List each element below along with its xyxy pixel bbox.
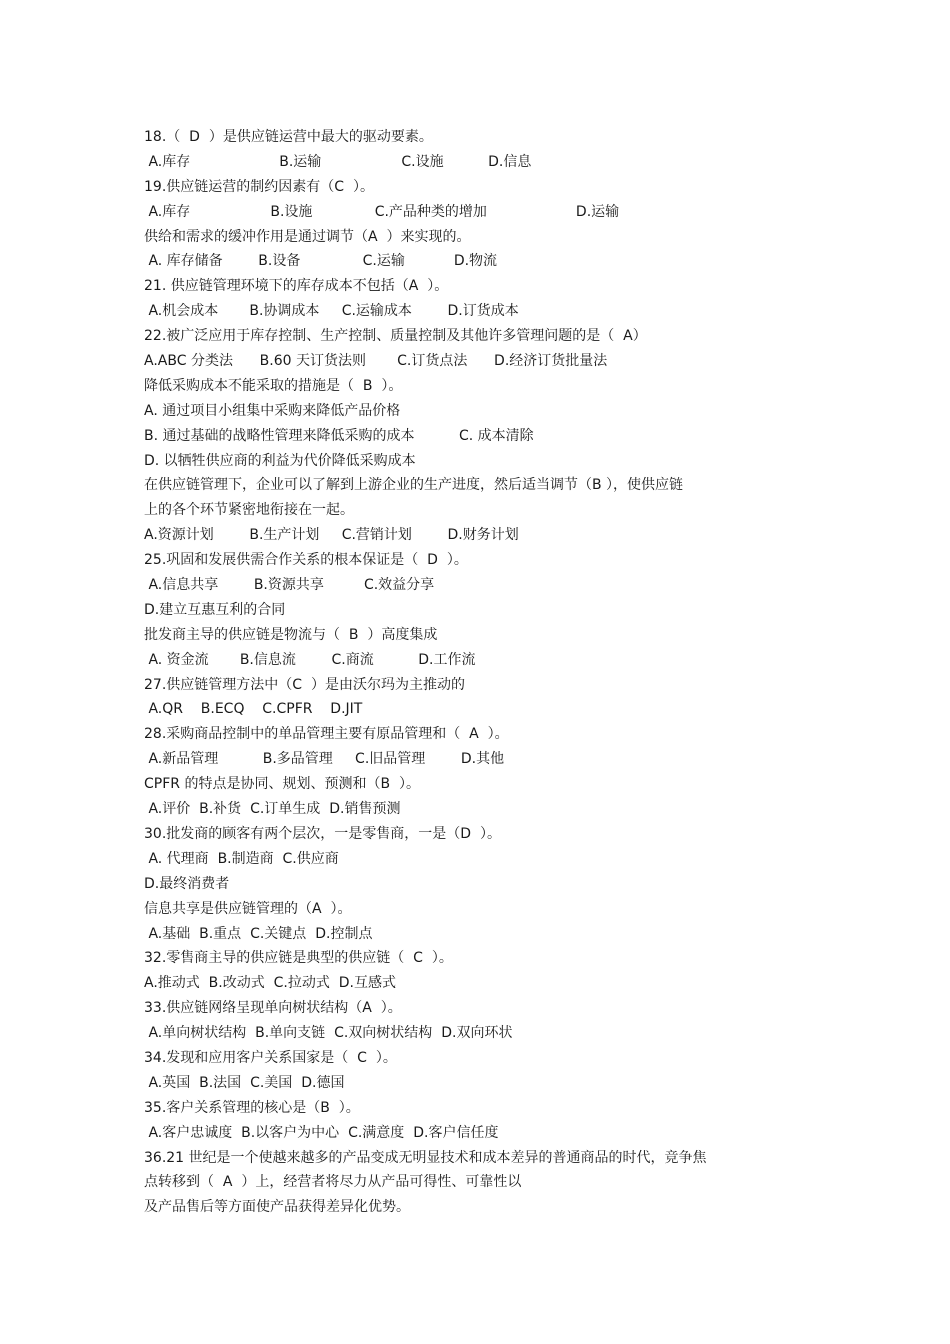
text-line: A.单向树状结构 B.单向支链 C.双向树状结构 D.双向环状 [144,1025,513,1042]
text-line: D.建立互惠互利的合同 [144,601,286,618]
text-line: 30.批发商的顾客有两个层次，一是零售商，一是（D ）。 [144,825,501,842]
text-line: 点转移到（ A ）上，经营者将尽力从产品可得性、可靠性以 [144,1174,522,1191]
text-line: A.新品管理 B.多品管理 C.旧品管理 D.其他 [144,751,505,768]
text-line: A.客户忠诚度 B.以客户为中心 C.满意度 D.客户信任度 [144,1124,499,1141]
text-line: A. 资金流 B.信息流 C.商流 D.工作流 [144,651,476,668]
text-line: CPFR 的特点是协同、规划、预测和（B ）。 [144,776,420,793]
text-line: A.基础 B.重点 C.关键点 D.控制点 [144,925,373,942]
text-line: 在供应链管理下，企业可以了解到上游企业的生产进度，然后适当调节（B ），使供应链 [144,477,684,494]
text-line: 供给和需求的缓冲作用是通过调节（A ）来实现的。 [144,228,471,245]
text-line: A.信息共享 B.资源共享 C.效益分享 [144,577,435,594]
text-line: D.最终消费者 [144,875,230,892]
text-line: 27.供应链管理方法中（C ）是由沃尔玛为主推动的 [144,676,465,693]
text-line: 及产品售后等方面使产品获得差异化优势。 [144,1199,410,1216]
text-line: 上的各个环节紧密地衔接在一起。 [144,502,354,519]
text-line: 34.发现和应用客户关系国家是（ C ）。 [144,1049,397,1066]
text-line: 33.供应链网络呈现单向树状结构（A ）。 [144,1000,402,1017]
text-line: A. 库存储备 B.设备 C.运输 D.物流 [144,253,498,270]
text-line: D. 以牺牲供应商的利益为代价降低采购成本 [144,452,416,469]
text-line: 降低采购成本不能采取的措施是（ B ）。 [144,377,403,394]
text-line: A.资源计划 B.生产计划 C.营销计划 D.财务计划 [144,527,519,544]
text-line: 信息共享是供应链管理的（A ）。 [144,900,352,917]
text-line: B. 通过基础的战略性管理来降低采购的成本 C. 成本清除 [144,427,534,444]
text-line: 21. 供应链管理环境下的库存成本不包括（A ）。 [144,278,449,295]
text-line: A. 代理商 B.制造商 C.供应商 [144,850,339,867]
text-line: 批发商主导的供应链是物流与（ B ）高度集成 [144,626,438,643]
text-line: A.推动式 B.改动式 C.拉动式 D.互感式 [144,975,396,992]
text-line: 18.（ D ）是供应链运营中最大的驱动要素。 [144,129,433,145]
text-line: A.机会成本 B.协调成本 C.运输成本 D.订货成本 [144,303,519,320]
document-body [144,125,824,1220]
text-line: A.英国 B.法国 C.美国 D.德国 [144,1074,345,1091]
text-line: 36.21 世纪是一个使越来越多的产品变成无明显技术和成本差异的普通商品的时代，竞争焦 [144,1149,707,1166]
text-line: 22.被广泛应用于库存控制、生产控制、质量控制及其他许多管理问题的是（ A） [144,328,647,345]
text-line: 28.采购商品控制中的单品管理主要有原品管理和（ A ）。 [144,726,509,743]
text-line: 25.巩固和发展供需合作关系的根本保证是（ D ）。 [144,552,468,569]
text-line: 32.零售商主导的供应链是典型的供应链（ C ）。 [144,950,453,967]
text-line: A.库存 B.运输 C.设施 D.信息 [144,153,532,170]
text-line: A.ABC 分类法 B.60 天订货法则 C.订货点法 D.经济订货批量法 [144,353,608,370]
text-line: 35.客户关系管理的核心是（B ）。 [144,1099,360,1116]
text-line: 19.供应链运营的制约因素有（C ）。 [144,178,374,195]
text-line: A.QR B.ECQ C.CPFR D.JIT [144,701,363,718]
text-line: A.库存 B.设施 C.产品种类的增加 D.运输 [144,203,620,220]
text-line: A. 通过项目小组集中采购来降低产品价格 [144,402,401,419]
text-line: A.评价 B.补货 C.订单生成 D.销售预测 [144,801,401,818]
